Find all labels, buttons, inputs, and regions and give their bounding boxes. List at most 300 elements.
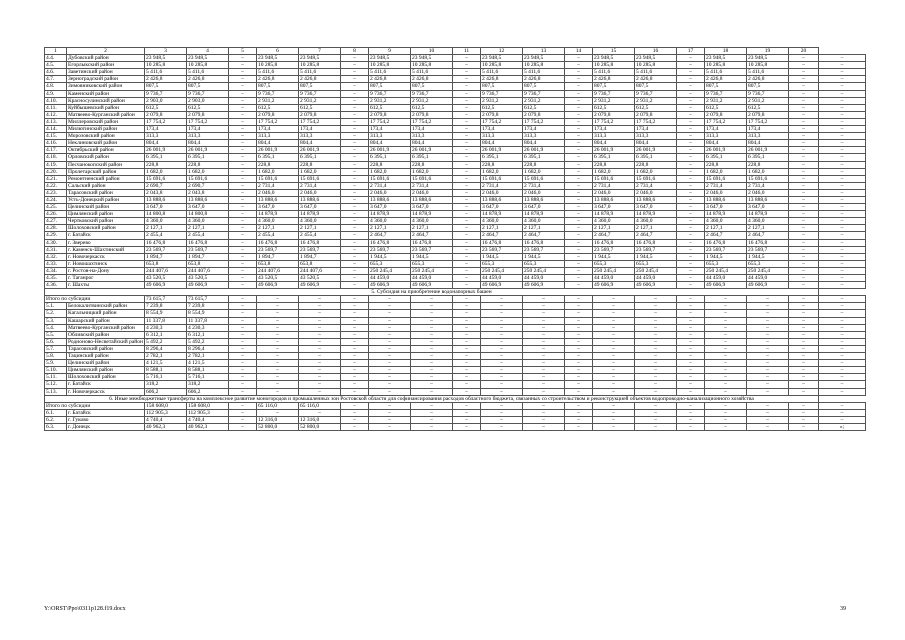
value-cell: – (593, 317, 635, 324)
value-cell: – (747, 409, 789, 416)
value-cell: – (229, 161, 257, 168)
table-row (45, 182, 866, 189)
value-cell: – (411, 388, 453, 395)
value-cell: – (677, 97, 705, 104)
value-cell: – (453, 338, 481, 345)
value-cell: – (789, 409, 819, 416)
value-cell: 804,4 (411, 140, 453, 147)
value-cell: 2 731,4 (299, 182, 341, 189)
value-cell: – (369, 331, 411, 338)
value-cell: – (635, 303, 677, 310)
value-cell: – (789, 253, 819, 260)
table-row (45, 310, 866, 317)
value-cell: – (789, 246, 819, 253)
value-cell: – (819, 338, 866, 345)
value-cell: 1 894,7 (299, 253, 341, 260)
value-cell: 49 606,9 (705, 282, 747, 289)
value-cell: 49 606,9 (635, 282, 677, 289)
value-cell: 16 476,8 (369, 239, 411, 246)
value-cell: – (257, 324, 299, 331)
row-name: Тарасовский район (67, 189, 145, 196)
value-cell: 15 691,6 (299, 175, 341, 182)
value-cell: 4 121,5 (187, 360, 229, 367)
row-name: Пролетарский район (67, 168, 145, 175)
value-cell: – (789, 345, 819, 352)
table-row (45, 104, 866, 111)
value-cell: – (565, 118, 593, 125)
value-cell: 2 455,4 (257, 232, 299, 239)
value-cell: 804,4 (523, 140, 565, 147)
value-cell: – (747, 296, 789, 303)
value-cell: – (229, 97, 257, 104)
value-cell: – (411, 310, 453, 317)
value-cell: 44 459,0 (481, 275, 523, 282)
value-cell: – (677, 189, 705, 196)
column-number: 16 (635, 48, 677, 55)
value-cell: 2 931,2 (523, 97, 565, 104)
value-cell: – (453, 175, 481, 182)
value-cell: – (677, 126, 705, 133)
value-cell: – (819, 353, 866, 360)
value-cell: – (635, 317, 677, 324)
value-cell: 250 245,4 (705, 267, 747, 274)
row-name: Целинский район (67, 204, 145, 211)
value-cell: – (453, 55, 481, 62)
value-cell: 4 360,0 (747, 218, 789, 225)
value-cell: 2 079,8 (411, 111, 453, 118)
value-cell: 173,4 (523, 126, 565, 133)
value-cell: 16 476,8 (481, 239, 523, 246)
value-cell: 5 411,6 (481, 69, 523, 76)
value-cell: 13 888,6 (299, 196, 341, 203)
value-cell: – (819, 133, 866, 140)
value-cell: – (565, 211, 593, 218)
value-cell: – (453, 69, 481, 76)
row-name: г. Таганрог (67, 275, 145, 282)
value-cell: – (369, 388, 411, 395)
value-cell: – (593, 338, 635, 345)
value-cell: 17 754,2 (257, 118, 299, 125)
value-cell: – (789, 97, 819, 104)
value-cell: – (677, 232, 705, 239)
value-cell: 2 931,2 (257, 97, 299, 104)
value-cell: 2 426,8 (523, 76, 565, 83)
value-cell: – (453, 239, 481, 246)
table-row (45, 161, 866, 168)
value-cell: – (677, 374, 705, 381)
value-cell: 5 411,6 (187, 69, 229, 76)
value-cell: – (453, 168, 481, 175)
value-cell: 26 001,9 (635, 147, 677, 154)
value-cell: – (229, 133, 257, 140)
value-cell: – (369, 310, 411, 317)
value-cell: – (369, 338, 411, 345)
value-cell: – (705, 388, 747, 395)
value-cell: 15 691,6 (523, 175, 565, 182)
table-row (45, 218, 866, 225)
value-cell: – (593, 423, 635, 430)
value-cell: – (481, 423, 523, 430)
column-number: 11 (453, 48, 481, 55)
value-cell: – (453, 196, 481, 203)
value-cell: 3 647,0 (411, 204, 453, 211)
value-cell: 15 691,6 (257, 175, 299, 182)
value-cell: – (341, 225, 369, 232)
value-cell: 23 569,7 (187, 246, 229, 253)
value-cell: 2 426,8 (411, 76, 453, 83)
value-cell: – (747, 331, 789, 338)
row-number: 5.9. (45, 360, 67, 367)
row-name: г. Новошахтинск (67, 260, 145, 267)
value-cell: – (481, 416, 523, 423)
value-cell: 807,5 (635, 83, 677, 90)
value-cell: – (593, 374, 635, 381)
value-cell: – (819, 409, 866, 416)
value-cell: 2 690,7 (187, 182, 229, 189)
value-cell: – (341, 204, 369, 211)
value-cell: – (819, 282, 866, 289)
value-cell: – (819, 296, 866, 303)
value-cell: – (565, 55, 593, 62)
value-cell: 3 647,0 (299, 204, 341, 211)
value-cell: – (341, 360, 369, 367)
value-cell: 16 476,8 (257, 239, 299, 246)
value-cell: 13 888,6 (747, 196, 789, 203)
value-cell: 14 878,9 (593, 211, 635, 218)
value-cell: 2 046,0 (523, 189, 565, 196)
value-cell: 10 285,8 (635, 62, 677, 69)
value-cell: 158 608,0 (187, 402, 229, 409)
value-cell: 8 588,1 (145, 367, 187, 374)
value-cell: – (341, 189, 369, 196)
row-name: г. Батайск (67, 381, 145, 388)
value-cell: – (789, 90, 819, 97)
value-cell: 2 731,4 (523, 182, 565, 189)
value-cell: – (635, 331, 677, 338)
value-cell: – (677, 338, 705, 345)
value-cell: – (565, 104, 593, 111)
value-cell: 5 411,6 (523, 69, 565, 76)
value-cell: – (229, 317, 257, 324)
value-cell: 6 395,1 (257, 154, 299, 161)
value-cell: – (229, 147, 257, 154)
row-name: Шолоховский район (67, 225, 145, 232)
value-cell: – (257, 317, 299, 324)
value-cell: – (299, 345, 341, 352)
value-cell: 26 001,9 (369, 147, 411, 154)
row-name: Чертковский район (67, 218, 145, 225)
table-row (45, 331, 866, 338)
value-cell: – (565, 388, 593, 395)
row-number: 4.19. (45, 161, 67, 168)
value-cell: 43 520,5 (257, 275, 299, 282)
value-cell: – (229, 76, 257, 83)
value-cell: 2 931,2 (593, 97, 635, 104)
value-cell: 4 360,0 (705, 218, 747, 225)
value-cell: 4 360,0 (523, 218, 565, 225)
value-cell: 250 245,4 (635, 267, 677, 274)
value-cell: 2 426,8 (145, 76, 187, 83)
value-cell: 228,8 (299, 161, 341, 168)
value-cell: – (705, 338, 747, 345)
value-cell: 5 411,6 (705, 69, 747, 76)
value-cell: 612,5 (369, 104, 411, 111)
value-cell: – (341, 310, 369, 317)
value-cell: 807,5 (145, 83, 187, 90)
row-number: 4.17. (45, 147, 67, 154)
value-cell: – (819, 83, 866, 90)
value-cell: 1 944,5 (705, 253, 747, 260)
value-cell: – (565, 317, 593, 324)
value-cell: 112 905,3 (145, 409, 187, 416)
value-cell: – (635, 310, 677, 317)
row-number: 4.26. (45, 211, 67, 218)
value-cell: – (453, 246, 481, 253)
value-cell: – (565, 204, 593, 211)
value-cell: 23 569,7 (635, 246, 677, 253)
value-cell: – (819, 367, 866, 374)
value-cell: – (789, 218, 819, 225)
value-cell: – (819, 345, 866, 352)
value-cell: 23 948,5 (411, 55, 453, 62)
value-cell: 17 754,2 (369, 118, 411, 125)
table-row (45, 239, 866, 246)
value-cell: – (819, 388, 866, 395)
value-cell: – (453, 204, 481, 211)
row-name: Каменский район (67, 90, 145, 97)
value-cell: – (565, 232, 593, 239)
row-name: г. Зверево (67, 239, 145, 246)
row-name: Куйбышевский район (67, 104, 145, 111)
value-cell: – (635, 296, 677, 303)
value-cell: – (257, 360, 299, 367)
row-name: Заветинский район (67, 69, 145, 76)
value-cell: – (229, 126, 257, 133)
row-name: Матвеево-Курганский район (67, 324, 145, 331)
value-cell: 804,4 (635, 140, 677, 147)
value-cell: – (453, 324, 481, 331)
value-cell: – (453, 211, 481, 218)
value-cell: 228,8 (635, 161, 677, 168)
value-cell: – (705, 303, 747, 310)
value-cell: – (677, 168, 705, 175)
value-cell: 9 736,7 (635, 90, 677, 97)
value-cell: – (369, 345, 411, 352)
value-cell: – (369, 381, 411, 388)
row-number: 4.34. (45, 267, 67, 274)
value-cell: 2 464,7 (635, 232, 677, 239)
column-number: 18 (705, 48, 747, 55)
value-cell: 16 476,8 (635, 239, 677, 246)
row-number: 4.5. (45, 62, 67, 69)
value-cell: – (677, 76, 705, 83)
value-cell: – (341, 338, 369, 345)
value-cell: – (565, 423, 593, 430)
value-cell: – (819, 402, 866, 409)
row-name: Тарасовский район (67, 345, 145, 352)
value-cell: – (705, 310, 747, 317)
row-name: Матвеево-Курганский район (67, 111, 145, 118)
value-cell: 3 647,0 (523, 204, 565, 211)
value-cell: – (789, 260, 819, 267)
value-cell: – (747, 388, 789, 395)
value-cell: 4 360,0 (369, 218, 411, 225)
value-cell: – (565, 161, 593, 168)
table-row (45, 303, 866, 310)
value-cell: – (789, 423, 819, 430)
value-cell: – (789, 416, 819, 423)
value-cell: – (565, 310, 593, 317)
value-cell: – (481, 367, 523, 374)
value-cell: 807,5 (411, 83, 453, 90)
row-name: Егорлыкский район (67, 62, 145, 69)
value-cell: – (705, 402, 747, 409)
value-cell: 612,5 (635, 104, 677, 111)
value-cell: – (341, 97, 369, 104)
value-cell: 23 948,5 (481, 55, 523, 62)
row-name: Шолоховский район (67, 374, 145, 381)
value-cell: 807,5 (299, 83, 341, 90)
value-cell: – (453, 317, 481, 324)
value-cell: – (229, 275, 257, 282)
value-cell: – (453, 367, 481, 374)
value-cell: 13 888,6 (593, 196, 635, 203)
value-cell: – (819, 111, 866, 118)
value-cell: 40 962,3 (187, 423, 229, 430)
value-cell: – (341, 62, 369, 69)
value-cell: – (593, 367, 635, 374)
value-cell: 49 606,9 (593, 282, 635, 289)
value-cell: 43 520,5 (187, 275, 229, 282)
value-cell: – (229, 409, 257, 416)
value-cell: – (593, 353, 635, 360)
value-cell: 26 001,9 (257, 147, 299, 154)
value-cell: – (341, 317, 369, 324)
value-cell: – (747, 367, 789, 374)
row-number: 4.4. (45, 55, 67, 62)
value-cell: 6 395,1 (523, 154, 565, 161)
value-cell: – (677, 90, 705, 97)
value-cell: – (819, 211, 866, 218)
value-cell: – (789, 296, 819, 303)
value-cell: – (789, 62, 819, 69)
value-cell: – (369, 360, 411, 367)
value-cell: 16 476,8 (411, 239, 453, 246)
value-cell: – (523, 353, 565, 360)
value-cell: 1 944,5 (481, 253, 523, 260)
value-cell: 6 395,1 (593, 154, 635, 161)
value-cell: 807,5 (705, 83, 747, 90)
value-cell: – (677, 69, 705, 76)
value-cell: – (565, 360, 593, 367)
value-cell: – (789, 182, 819, 189)
value-cell: – (789, 168, 819, 175)
value-cell: 10 285,8 (145, 62, 187, 69)
value-cell: – (257, 353, 299, 360)
value-cell: – (229, 260, 257, 267)
row-name: Миллеровский район (67, 118, 145, 125)
value-cell: – (593, 303, 635, 310)
value-cell: – (677, 182, 705, 189)
value-cell: 612,5 (747, 104, 789, 111)
value-cell: – (369, 296, 411, 303)
value-cell: – (789, 303, 819, 310)
row-number: 5.6. (45, 338, 67, 345)
value-cell: – (677, 161, 705, 168)
column-number: 3 (145, 48, 187, 55)
value-cell: 6 395,1 (187, 154, 229, 161)
table-row (45, 154, 866, 161)
value-cell: 73 615,7 (187, 296, 229, 303)
table-row (45, 367, 866, 374)
value-cell: – (819, 310, 866, 317)
value-cell: – (341, 211, 369, 218)
value-cell: 250 245,4 (747, 267, 789, 274)
value-cell: – (453, 161, 481, 168)
value-cell: 9 736,7 (299, 90, 341, 97)
value-cell: 3 647,0 (593, 204, 635, 211)
value-cell: 228,8 (747, 161, 789, 168)
table-row (45, 168, 866, 175)
value-cell: 158 608,0 (145, 402, 187, 409)
row-name: Зерноградский район (67, 76, 145, 83)
value-cell: – (299, 353, 341, 360)
value-cell: – (819, 126, 866, 133)
value-cell: – (229, 423, 257, 430)
value-cell: – (635, 367, 677, 374)
value-cell: – (299, 374, 341, 381)
row-number: 5.13. (45, 388, 67, 395)
table-row (45, 189, 866, 196)
value-cell: 2 464,7 (705, 232, 747, 239)
row-number: 4.6. (45, 69, 67, 76)
value-cell: – (789, 147, 819, 154)
value-cell: 1 944,5 (635, 253, 677, 260)
value-cell: 4 740,4 (187, 416, 229, 423)
value-cell: 14 878,9 (523, 211, 565, 218)
value-cell: 2 426,8 (257, 76, 299, 83)
value-cell: 655,3 (705, 260, 747, 267)
value-cell: 313,3 (369, 133, 411, 140)
column-number: 15 (593, 48, 635, 55)
row-name: Цимлянский район (67, 367, 145, 374)
value-cell: 244 407,6 (187, 267, 229, 274)
value-cell: – (299, 310, 341, 317)
value-cell: 173,4 (257, 126, 299, 133)
row-number: 4.10. (45, 97, 67, 104)
value-cell: 44 459,0 (593, 275, 635, 282)
value-cell: 12 316,0 (299, 416, 341, 423)
value-cell: – (677, 204, 705, 211)
value-cell: – (789, 140, 819, 147)
row-name: г. Донецк (67, 423, 145, 430)
value-cell: – (229, 189, 257, 196)
value-cell: – (341, 83, 369, 90)
value-cell: 49 606,9 (187, 282, 229, 289)
value-cell: 13 888,6 (145, 196, 187, 203)
value-cell: – (565, 126, 593, 133)
value-cell: 10 285,8 (747, 62, 789, 69)
column-number: 9 (369, 48, 411, 55)
value-cell: 655,3 (523, 260, 565, 267)
row-name: Морозовский район (67, 133, 145, 140)
value-cell: – (635, 423, 677, 430)
row-name: Обливский район (67, 331, 145, 338)
row-name: Неклиновский район (67, 140, 145, 147)
value-cell: 318,2 (187, 381, 229, 388)
value-cell: – (677, 345, 705, 352)
value-cell: 2 043,8 (187, 189, 229, 196)
